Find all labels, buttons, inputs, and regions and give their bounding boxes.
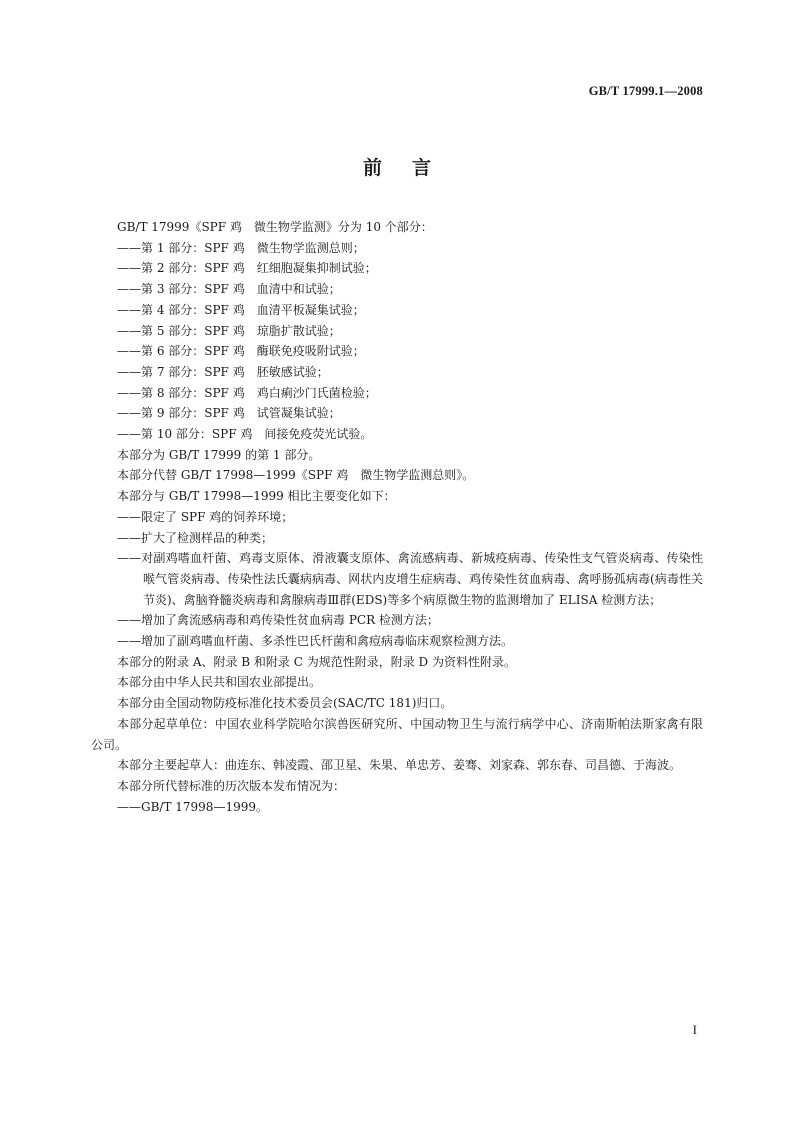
list-item: ——第 1 部分：SPF 鸡 微生物学监测总则； [117,240,365,255]
list-item: ——增加了副鸡嗜血杆菌、多杀性巴氏杆菌和禽痘病毒临床观察检测方法。 [117,634,514,649]
statement-appendix: 本部分的附录 A、附录 B 和附录 C 为规范性附录，附录 D 为资料性附录。 [117,654,516,669]
list-item: ——限定了 SPF 鸡的饲养环境； [117,509,294,524]
list-item: ——第 8 部分：SPF 鸡 鸡白痢沙门氏菌检验； [117,385,377,400]
list-item: ——第 10 部分：SPF 鸡 间接免疫荧光试验。 [117,427,373,442]
statement-drafting-units: 本部分起草单位：中国农业科学院哈尔滨兽医研究所、中国动物卫生与流行病学中心、济南斯帕法斯家禽有限公司。 [91,716,703,752]
list-item: ——GB/T 17998—1999。 [117,799,268,814]
statement-history: 本部分所代替标准的历次版本发布情况为： [117,778,346,793]
list-item: ——增加了禽流感病毒和鸡传染性贫血病毒 PCR 检测方法； [117,613,439,628]
standard-number-header: GB/T 17999.1—2008 [588,84,703,98]
statement-changes: 本部分与 GB/T 17998—1999 相比主要变化如下： [117,489,396,504]
page-title: 前言 [362,157,461,179]
intro-line: GB/T 17999《SPF 鸡 微生物学监测》分为 10 个部分： [117,220,433,234]
statement-proposed: 本部分由中华人民共和国农业部提出。 [117,675,322,690]
statement-drafters: 本部分主要起草人：曲连东、韩凌霞、邵卫星、朱果、单忠芳、姜骞、刘家森、郭东春、司昌德、于海波。 [117,758,682,773]
statement-part1: 本部分为 GB/T 17999 的第 1 部分。 [117,447,321,462]
list-item: ——第 5 部分：SPF 鸡 琼脂扩散试验； [117,323,341,338]
list-item: ——第 6 部分：SPF 鸡 酶联免疫吸附试验； [117,344,365,359]
list-item: ——第 3 部分：SPF 鸡 血清中和试验； [117,282,341,297]
list-item: ——第 7 部分：SPF 鸡 胚敏感试验； [117,364,329,379]
list-item: ——第 4 部分：SPF 鸡 血清平板凝集试验； [117,302,365,317]
document-body [91,217,703,817]
list-item: ——第 2 部分：SPF 鸡 红细胞凝集抑制试验； [117,261,377,276]
statement-replaces: 本部分代替 GB/T 17998—1999《SPF 鸡 微生物学监测总则》。 [117,468,475,483]
list-item: ——扩大了检测样品的种类； [117,530,274,545]
list-item: ——对副鸡嗜血杆菌、鸡毒支原体、滑液囊支原体、禽流感病毒、新城疫病毒、传染性支气管炎病毒、传染性喉气管炎病毒、传染性法氏囊病病毒、网状内皮增生症病毒、鸡传染性贫血病毒、禽呼肠孤病毒(病毒性关节炎)、禽脑脊髓炎病毒和禽腺病毒Ⅲ群(EDS)等多个病原微生物的监测增加了 ELISA 检测方法； [117,551,703,607]
page-number: I [692,1022,697,1037]
statement-centralized: 本部分由全国动物防疫标准化技术委员会(SAC/TC 181)归口。 [117,696,453,711]
list-item: ——第 9 部分：SPF 鸡 试管凝集试验； [117,406,341,421]
